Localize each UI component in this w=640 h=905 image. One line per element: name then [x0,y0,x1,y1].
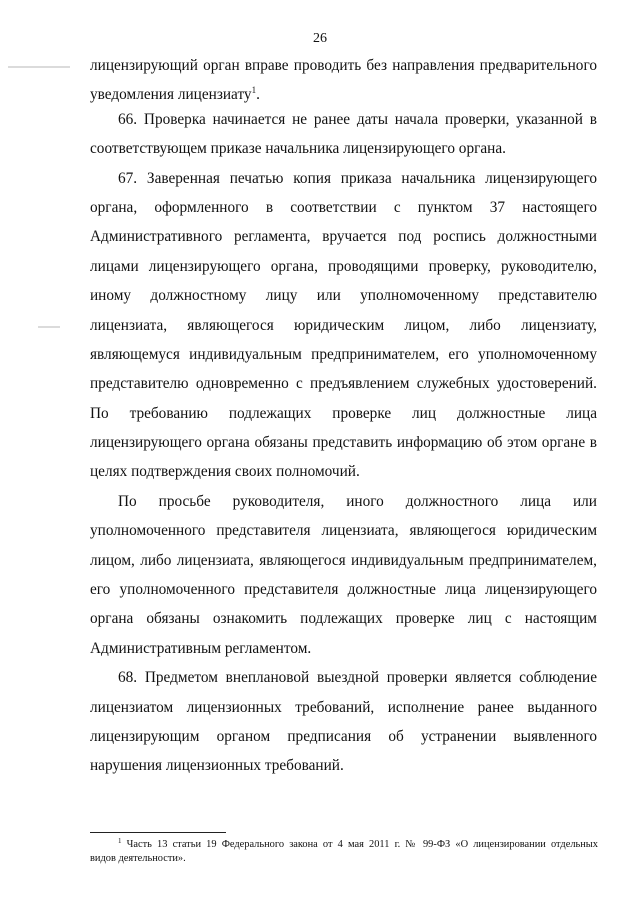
text-line: лицензирующего органа обязаны представить информацию об этом органе в [90,434,597,451]
footnote-reference: 1 [251,85,257,95]
paragraph-66-first-line: 66. Проверка начинается не ранее даты начала проверки, указанной в [118,111,597,128]
footnote-line: видов деятельности». [90,853,186,864]
text-line: лицензирующим органом предписания об устранении выявленного [90,728,597,745]
paragraph-first-line: По просьбе руководителя, иного должностного лица или [118,493,597,510]
text-line: Административным регламентом. [90,640,312,657]
text-line: целях подтверждения своих полномочий. [90,463,360,480]
paragraph-67-first-line: 67. Заверенная печатью копия приказа начальника лицензирующего [118,170,597,187]
text-line: иному должностному лицу или уполномоченному представителю [90,287,597,304]
scan-artifact [8,66,70,68]
scan-artifact [38,326,60,328]
text-line: уполномоченного представителя лицензиата, являющегося юридическим [90,522,597,539]
text-line: лицами лицензирующего органа, проводящими проверку, руководителю, [90,258,597,275]
text-run: уведомления лицензиату [90,86,252,103]
footnote-line [118,838,598,852]
text-line: лицензиата, являющегося юридическим лицом, либо лицензиату, [90,317,597,334]
footnote-text: Часть 13 статьи 19 Федерального закона от 4 мая 2011 г. № 99-ФЗ «О лицензировании отдельных [126,839,598,850]
text-line: лицензиатом лицензионных требований, исполнение ранее выданного [90,699,597,716]
text-line [90,85,597,105]
text-line: лицом, либо лицензиата, являющегося индивидуальным предпринимателем, [90,552,597,569]
paragraph-68-first-line: 68. Предметом внеплановой выездной проверки является соблюдение [118,669,597,686]
footnote-separator [90,832,226,833]
text-line: По требованию подлежащих проверке лиц должностные лица [90,405,597,422]
page-number: 26 [313,31,327,46]
text-line: являющемуся индивидуальным предпринимателем, его уполномоченному [90,346,597,363]
text-line: его уполномоченного представителя должностные лица лицензирующего [90,581,597,598]
text-line: представителю одновременно с предъявлением служебных удостоверений. [90,375,597,392]
text-line: соответствующем приказе начальника лицензирующего органа. [90,140,506,157]
text-line: Административного регламента, вручается под роспись должностными [90,228,597,245]
footnote-mark: 1 [118,837,122,845]
text-run: . [256,86,260,103]
text-line: органа, оформленного в соответствии с пунктом 37 настоящего [90,199,597,216]
text-line: нарушения лицензионных требований. [90,757,344,774]
text-line: лицензирующий орган вправе проводить без направления предварительного [90,57,597,74]
text-line: органа обязаны ознакомить подлежащих проверке лиц с настоящим [90,610,597,627]
